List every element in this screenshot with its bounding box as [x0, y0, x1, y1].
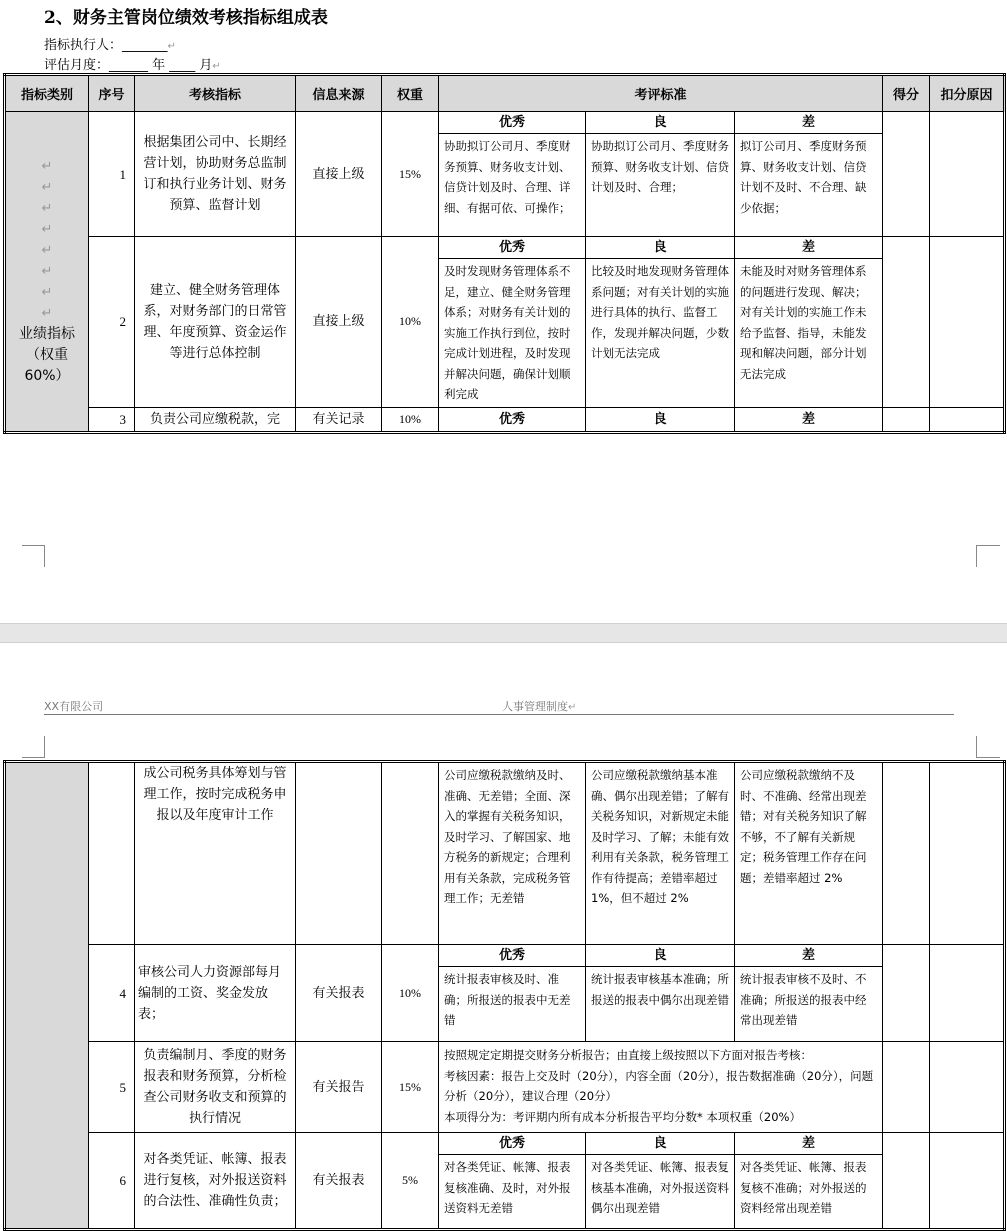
category-cell: ↵ ↵ ↵ ↵ ↵ ↵ ↵ ↵ 业绩指标（权重60%）: [5, 112, 89, 433]
standard-line: 按照规定定期提交财务分析报告；由直接上级按照以下方面对报告考核：: [444, 1048, 812, 1062]
row-indicator: 根据集团公司中、长期经营计划，协助财务总监制订和执行业务计划、财务预算、监督计划: [135, 112, 296, 237]
page-gap: [0, 623, 1007, 643]
crop-mark: [22, 736, 45, 758]
rating-excellent: 优秀: [439, 407, 586, 432]
row-indicator: 负责编制月、季度的财务报表和财务预算，分析检查公司财务收支和预算的执行情况: [135, 1042, 296, 1133]
row-weight: 10%: [382, 237, 439, 408]
standard-line: 本项得分为：考评期内所有成本分析报告平均分数* 本项权重（20%）: [444, 1109, 801, 1124]
criteria-combined: [439, 1042, 883, 1133]
kpi-table-page2: [3, 760, 1006, 1231]
row-indicator: 成公司税务具体筹划与管理工作，按时完成税务申报以及年度审计工作: [135, 762, 296, 945]
reason-cell[interactable]: [930, 1042, 1005, 1133]
rating-poor: 差: [735, 407, 883, 432]
row-weight: 15%: [382, 1042, 439, 1133]
row-indicator: 审核公司人力资源部每月编制的工资、奖金发放表；: [135, 945, 296, 1042]
criteria-poor: 统计报表审核不及时、不准确；所报送的报表中经常出现差错: [735, 967, 883, 1042]
criteria-excellent: 统计报表审核及时、准确；所报送的报表中无差错: [439, 967, 586, 1042]
col-source: 信息来源: [296, 75, 382, 112]
category-label: 业绩指标（权重60%）: [19, 325, 75, 384]
criteria-good: 对各类凭证、帐簿、报表复核基本准确，对外报送资料偶尔出现差错: [586, 1155, 735, 1230]
score-cell[interactable]: [883, 1133, 930, 1230]
criteria-poor: 拟订公司月、季度财务预算、财务收支计划、信贷计划不及时、不合理、缺少依据；: [735, 134, 883, 237]
row-indicator: 对各类凭证、帐簿、报表进行复核，对外报送资料的合法性、准确性负责；: [135, 1133, 296, 1230]
row-no: 3: [89, 407, 135, 432]
row-source: 直接上级: [296, 112, 382, 237]
rating-good: 良: [586, 407, 735, 432]
row-indicator: 建立、健全财务管理体系，对财务部门的日常管理、年度预算、资金运作等进行总体控制: [135, 237, 296, 408]
row-no: 1: [89, 112, 135, 237]
category-cell-cont: [5, 762, 89, 1230]
crop-mark: [22, 545, 45, 567]
score-cell[interactable]: [883, 945, 930, 1042]
row-weight: 10%: [382, 945, 439, 1042]
score-cell[interactable]: [883, 112, 930, 237]
rating-poor: 差: [735, 237, 883, 259]
rating-poor: 差: [735, 1133, 883, 1155]
row-weight: 15%: [382, 112, 439, 237]
row-no: 4: [89, 945, 135, 1042]
criteria-poor: 对各类凭证、帐簿、报表复核不准确；对外报送的资料经常出现差错: [735, 1155, 883, 1230]
reason-cell[interactable]: [930, 112, 1005, 237]
rating-excellent: 优秀: [439, 237, 586, 259]
score-cell[interactable]: [883, 762, 930, 945]
row-indicator: 负责公司应缴税款，完: [135, 407, 296, 432]
score-cell[interactable]: [883, 407, 930, 432]
row-weight: 5%: [382, 1133, 439, 1230]
row-source: 有关记录: [296, 407, 382, 432]
criteria-good: 公司应缴税款缴纳基本准确、偶尔出现差错；了解有关税务知识，对新规定未能及时学习、了解；未能有效利用有关条款，税务管理工作有待提高；差错率超过 1%，但不超过 2%: [586, 762, 735, 945]
crop-mark: [976, 736, 1000, 758]
score-cell[interactable]: [883, 237, 930, 408]
col-standard: 考评标准: [439, 75, 883, 112]
row-no: 2: [89, 237, 135, 408]
col-score: 得分: [883, 75, 930, 112]
executor-line: [44, 34, 176, 53]
col-indicator: 考核指标: [135, 75, 296, 112]
criteria-poor: 公司应缴税款缴纳不及时、不准确、经常出现差错；对有关税务知识了解不够，不了解有关新规定；税务管理工作存在问题；差错率超过 2%: [735, 762, 883, 945]
criteria-good: 比较及时地发现财务管理体系问题；对有关计划的实施进行具体的执行、监督工作，发现并解决问题，少数计划无法完成: [586, 259, 735, 408]
header-rule: [44, 714, 954, 715]
rating-good: 良: [586, 237, 735, 259]
row-source: 有关报表: [296, 1133, 382, 1230]
col-category: 指标类别: [5, 75, 89, 112]
period-label: 评估月度：______ 年 ____ 月: [44, 58, 213, 73]
criteria-excellent: 公司应缴税款缴纳及时、准确、无差错；全面、深入的掌握有关税务知识，及时学习、了解国家、地方税务的新规定；合理利用有关条款，完成税务管理工作；无差错: [439, 762, 586, 945]
crop-mark: [976, 545, 1000, 567]
reason-cell[interactable]: [930, 237, 1005, 408]
header-company: XX有限公司: [44, 700, 104, 713]
rating-excellent: 优秀: [439, 112, 586, 134]
criteria-poor: 未能及时对财务管理体系的问题进行发现、解决；对有关计划的实施工作未给予监督、指导，未能发现和解决问题，部分计划无法完成: [735, 259, 883, 408]
col-weight: 权重: [382, 75, 439, 112]
reason-cell[interactable]: [930, 407, 1005, 432]
criteria-good: 统计报表审核基本准确；所报送的报表中偶尔出现差错: [586, 967, 735, 1042]
criteria-good: 协助拟订公司月、季度财务预算、财务收支计划、信贷计划及时、合理；: [586, 134, 735, 237]
row-source: 有关报告: [296, 1042, 382, 1133]
rating-good: 良: [586, 945, 735, 967]
rating-good: 良: [586, 112, 735, 134]
criteria-excellent: 对各类凭证、帐簿、报表复核准确、及时，对外报送资料无差错: [439, 1155, 586, 1230]
row-weight: 10%: [382, 407, 439, 432]
reason-cell[interactable]: [930, 762, 1005, 945]
col-no: 序号: [89, 75, 135, 112]
row-source: 有关报表: [296, 945, 382, 1042]
rating-good: 良: [586, 1133, 735, 1155]
document-title: 2、财务主管岗位绩效考核指标组成表: [44, 8, 328, 28]
rating-excellent: 优秀: [439, 945, 586, 967]
header-doc-title: 人事管理制度 ↵: [502, 698, 576, 714]
criteria-excellent: 协助拟订公司月、季度财务预算、财务收支计划、信贷计划及时、合理、详细、有据可依、可操作；: [439, 134, 586, 237]
kpi-table-page1: [3, 73, 1006, 434]
rating-excellent: 优秀: [439, 1133, 586, 1155]
row-no: 6: [89, 1133, 135, 1230]
criteria-excellent: 及时发现财务管理体系不足，建立、健全财务管理体系；对财务有关计划的实施工作执行到位，按时完成计划进程，及时发现并解决问题，确保计划顺利完成: [439, 259, 586, 408]
reason-cell[interactable]: [930, 945, 1005, 1042]
score-cell[interactable]: [883, 1042, 930, 1133]
rating-poor: 差: [735, 945, 883, 967]
col-reason: 扣分原因: [930, 75, 1005, 112]
row-source: 直接上级: [296, 237, 382, 408]
reason-cell[interactable]: [930, 1133, 1005, 1230]
rating-poor: 差: [735, 112, 883, 134]
period-line: [44, 54, 221, 73]
executor-label: 指标执行人：_______: [44, 38, 168, 53]
row-no: 5: [89, 1042, 135, 1133]
standard-line: 考核因素：报告上交及时（20分），内容全面（20分），报告数据准确（20分），问题分析（20分），建议合理（20分）: [444, 1068, 874, 1103]
